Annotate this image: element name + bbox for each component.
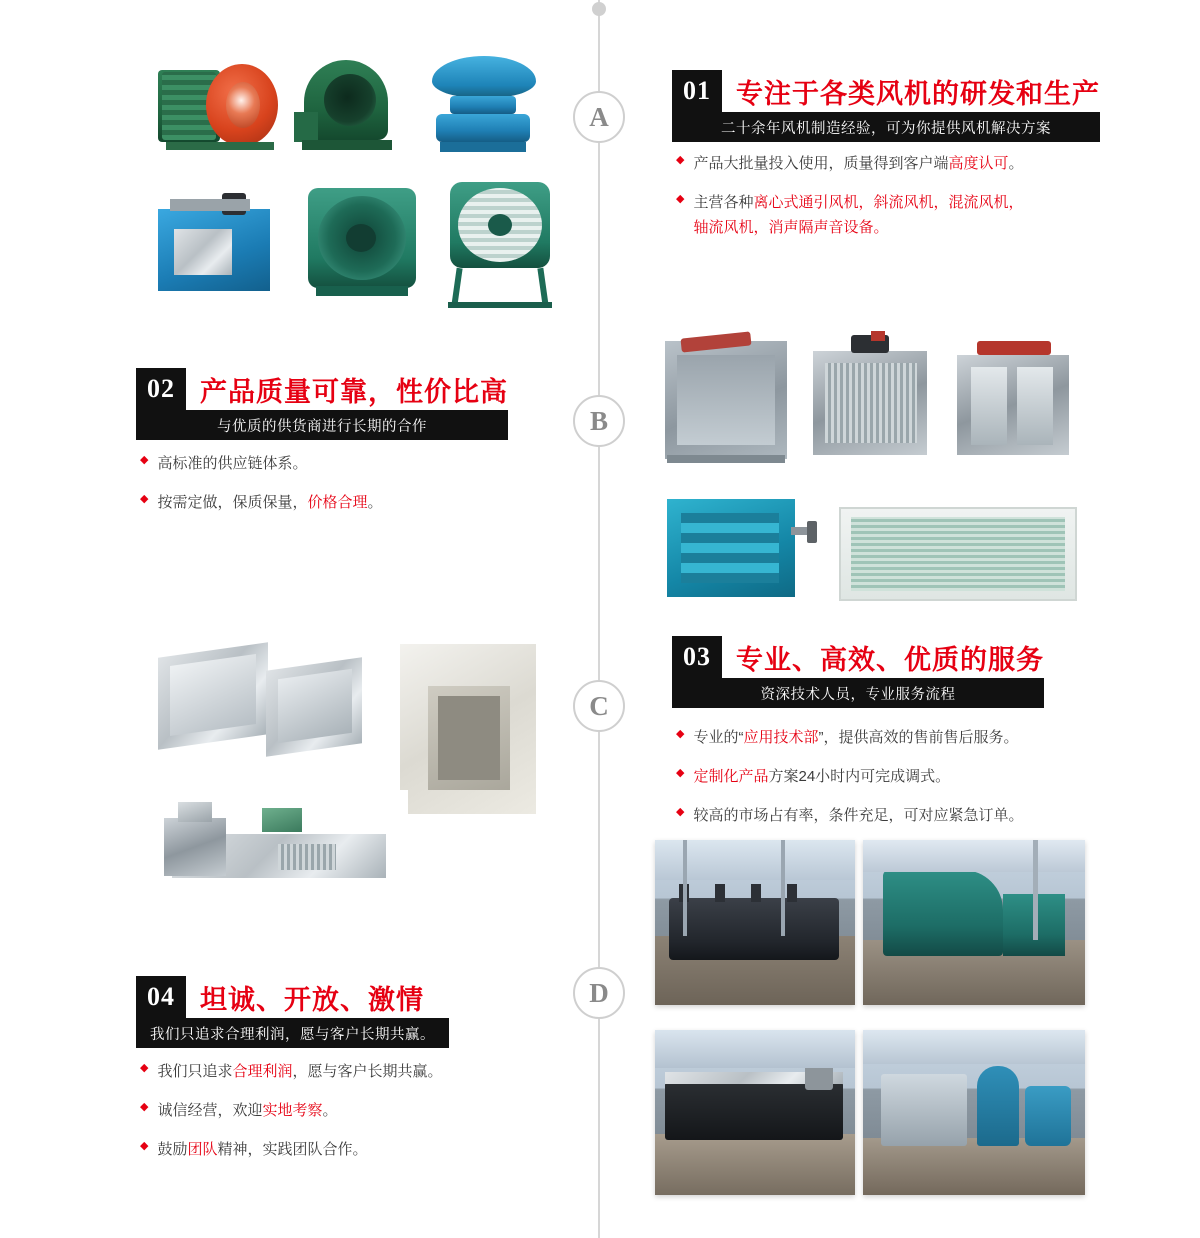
timeline-marker-d: D [573,967,625,1019]
section-04-bullets [140,1060,540,1176]
diamond-bullet-icon: ◆ [140,1139,149,1152]
list-item [676,191,1086,241]
list-item [676,726,1076,751]
duct-products-gallery [140,620,560,920]
fan-products-gallery [140,40,560,340]
bullet-text: 产品大批量投入使用，质量得到客户端高度认可。 [693,155,1024,172]
diamond-bullet-icon: ◆ [140,1100,149,1113]
section-03-heading [672,636,1044,708]
timeline-marker-a: A [573,91,625,143]
section-01-number: 01 [672,70,722,112]
section-01-heading [672,70,1100,142]
diamond-bullet-icon: ◆ [140,492,149,505]
bullet-text: 主营各种离心式通引风机，斜流风机，混流风机， 轴流风机，消声隔声音设备。 [693,193,1024,236]
diamond-bullet-icon: ◆ [676,766,685,779]
section-04-title: 坦诚、开放、激情 [186,976,424,1018]
list-item [676,152,1086,177]
diamond-bullet-icon: ◆ [140,1062,149,1074]
section-04-subtitle: 我们只追求合理利润，愿与客户长期共赢。 [136,1018,449,1048]
section-04-title-row [136,976,449,1018]
section-02-title-row [136,368,508,410]
section-01-title-row [672,70,1100,112]
section-03-title-row [672,636,1044,678]
diamond-bullet-icon: ◆ [140,454,149,466]
diamond-bullet-icon: ◆ [676,154,685,166]
section-01-title: 专注于各类风机的研发和生产 [722,70,1100,112]
section-03-title: 专业、高效、优质的服务 [722,636,1044,678]
section-03-bullets [676,726,1076,842]
section-02-subtitle: 与优质的供货商进行长期的合作 [136,410,508,440]
section-03-number: 03 [672,636,722,678]
timeline-top-dot [592,2,606,16]
list-item [140,1060,540,1085]
section-04-number: 04 [136,976,186,1018]
timeline-marker-b: B [573,395,625,447]
timeline-marker-c: C [573,680,625,732]
diamond-bullet-icon: ◆ [676,728,685,740]
bullet-text: 鼓励团队精神，实践团队合作。 [157,1140,368,1158]
section-01-bullets [676,152,1086,254]
section-04-heading [136,976,449,1048]
section-02-bullets [140,452,540,530]
section-03-subtitle: 资深技术人员，专业服务流程 [672,678,1044,708]
timeline-line [598,0,600,1238]
section-01-subtitle: 二十余年风机制造经验，可为你提供风机解决方案 [672,112,1100,142]
list-item [140,491,540,516]
bullet-text: 按需定做，保质保量，价格合理。 [157,493,383,511]
diamond-bullet-icon: ◆ [676,805,685,818]
list-item [140,1099,540,1124]
bullet-text: 定制化产品方案24小时内可完成调式。 [693,767,951,785]
bullet-text: 专业的“应用技术部”，提供高效的售前售后服务。 [693,729,1019,746]
section-02-heading [136,368,508,440]
diamond-bullet-icon: ◆ [676,192,685,205]
list-item [676,804,1076,829]
bullet-text: 较高的市场占有率，条件充足，可对应紧急订单。 [693,806,1024,824]
bullet-text: 高标准的供应链体系。 [157,455,308,472]
damper-products-gallery [655,325,1085,615]
list-item [140,1138,540,1163]
list-item [676,765,1076,790]
section-02-title: 产品质量可靠，性价比高 [186,368,508,410]
factory-equipment-gallery [655,840,1085,1200]
bullet-text: 我们只追求合理利润，愿与客户长期共赢。 [157,1063,443,1080]
section-02-number: 02 [136,368,186,410]
bullet-text: 诚信经营，欢迎实地考察。 [157,1101,338,1119]
list-item [140,452,540,477]
